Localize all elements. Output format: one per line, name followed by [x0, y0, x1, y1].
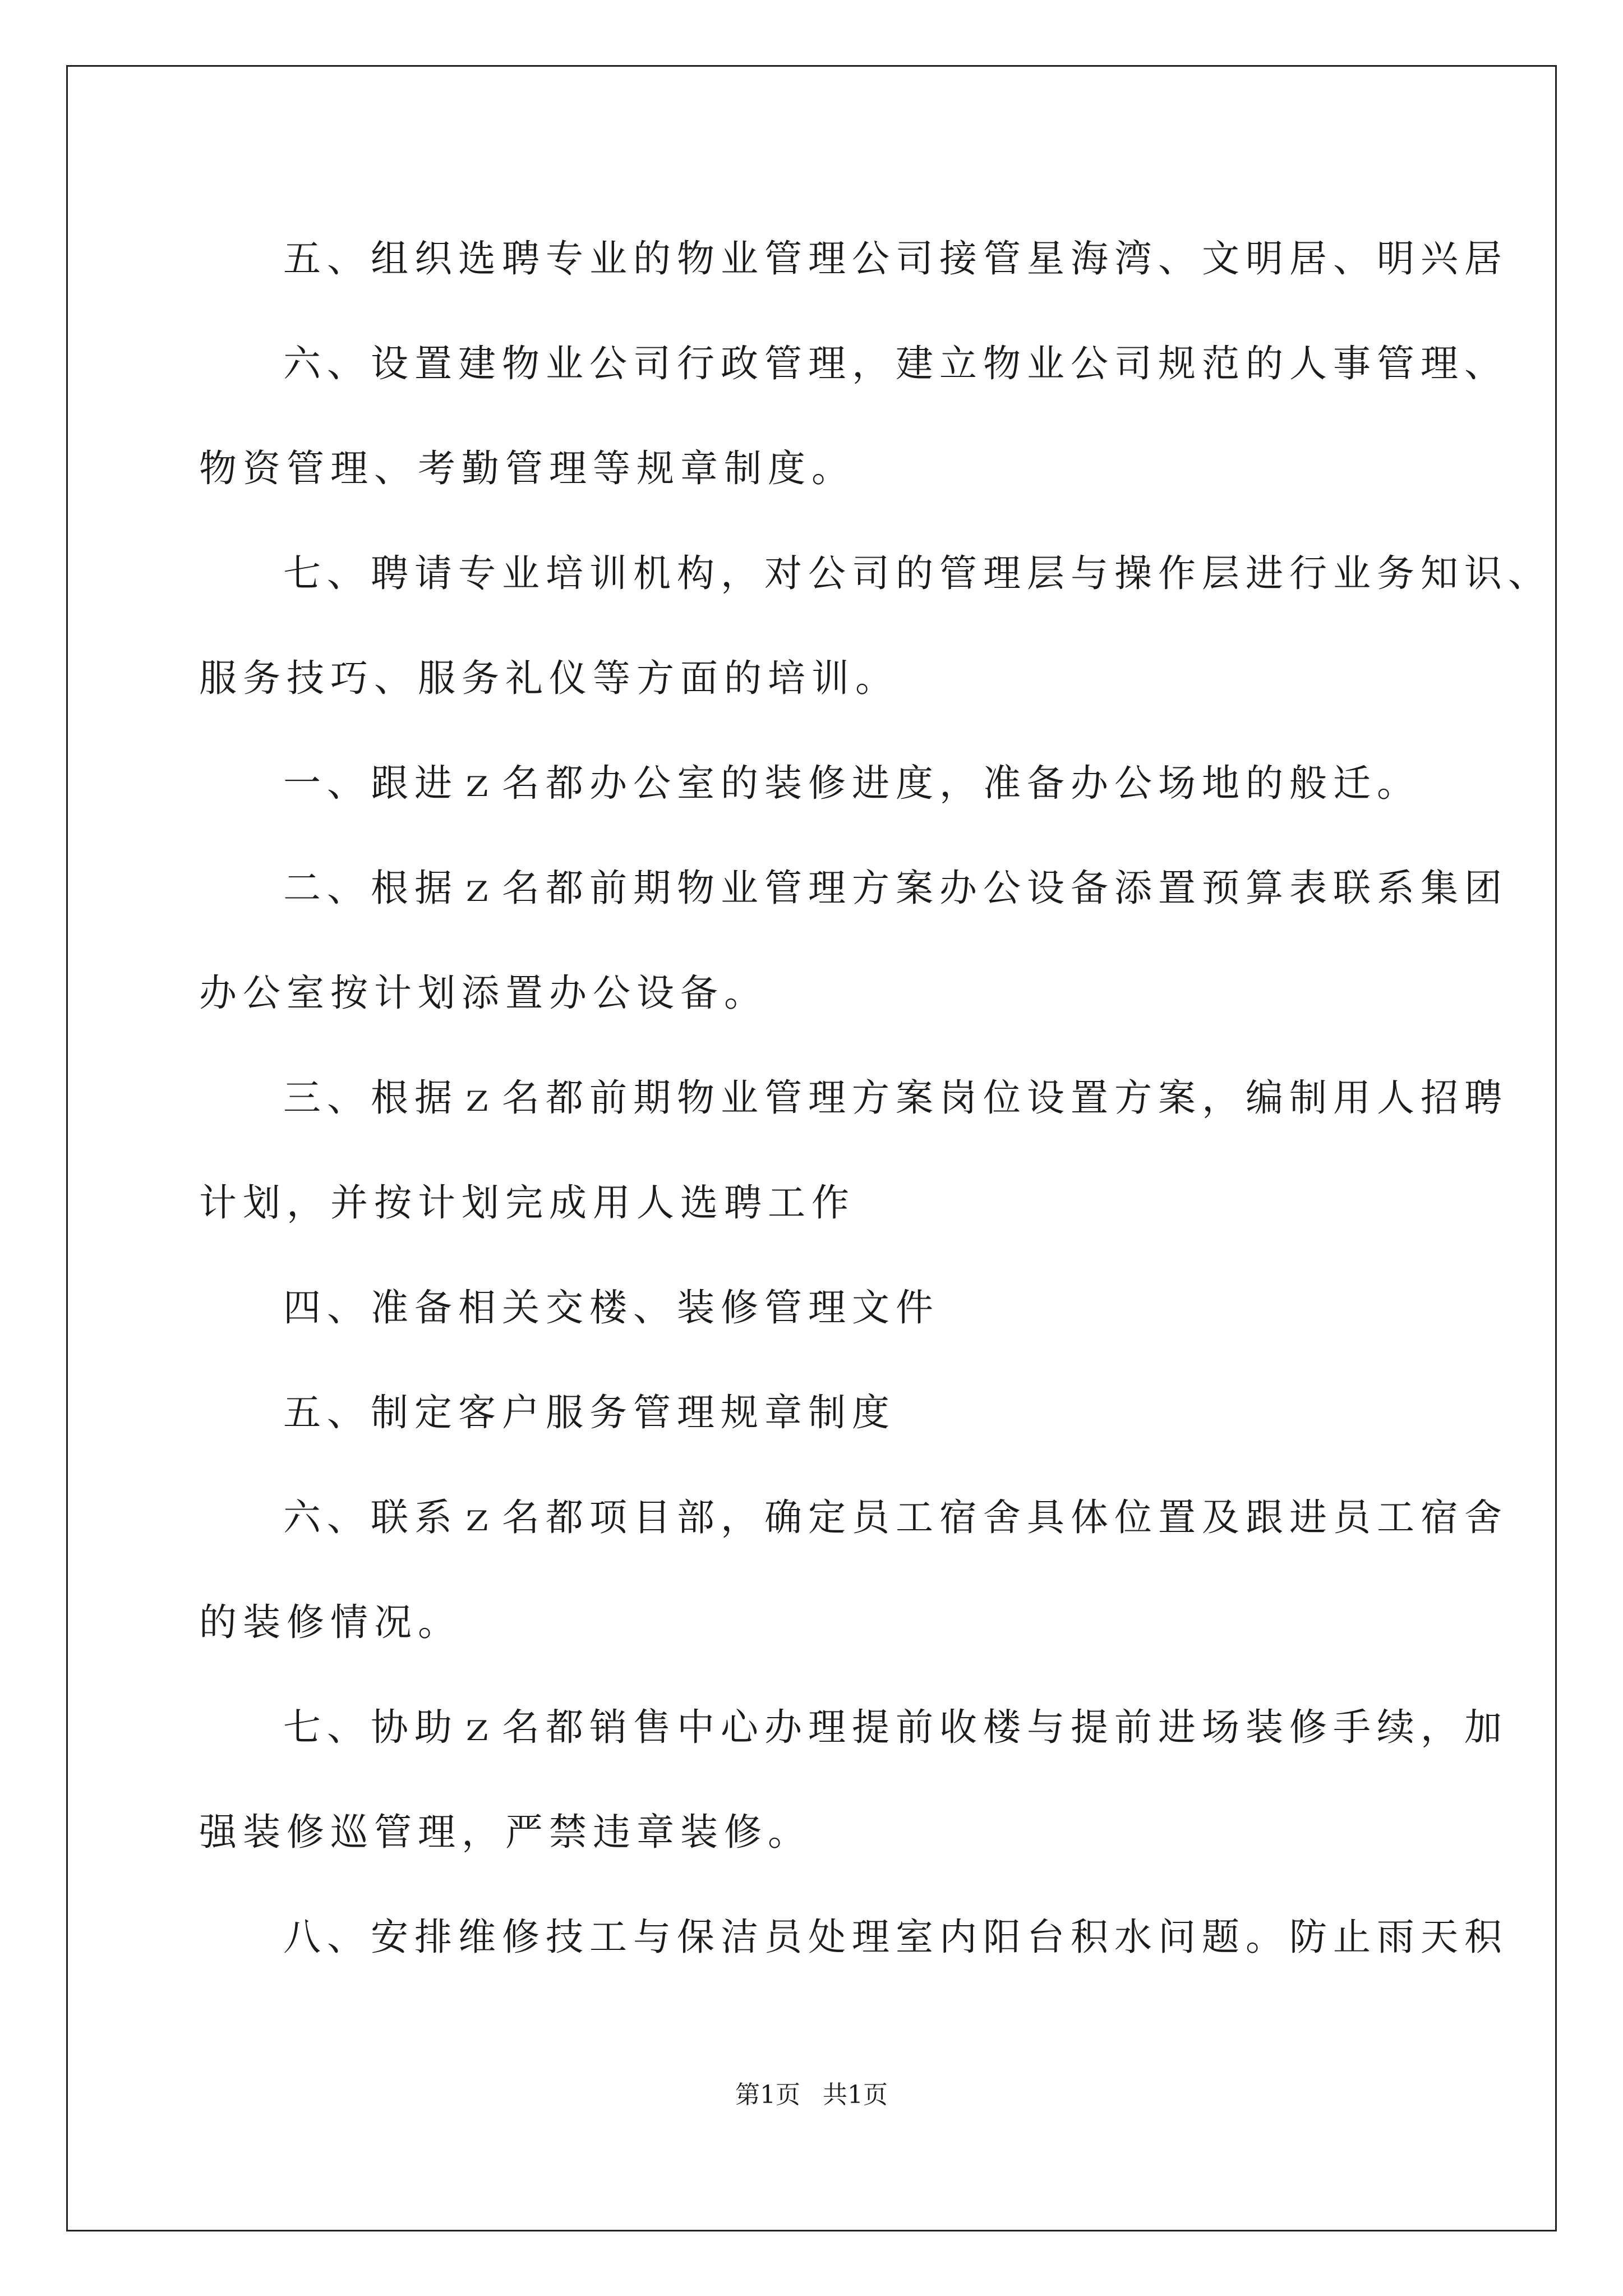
page-total: 共1页 [823, 2081, 888, 2109]
document-body [199, 206, 1552, 1990]
page-footer [0, 2074, 1623, 2110]
text-line: 四、准备相关交楼、装修管理文件 [283, 1286, 939, 1329]
text-line: 七、协助ｚ名都销售中心办理提前收楼与提前进场装修手续，加 [283, 1705, 1508, 1749]
text-line: 计划，并按计划完成用人选聘工作 [199, 1181, 855, 1225]
text-line: 一、跟进ｚ名都办公室的装修进度，准备办公场地的般迁。 [283, 761, 1421, 805]
text-line: 二、根据ｚ名都前期物业管理方案办公设备添置预算表联系集团 [283, 866, 1508, 910]
text-line: 强装修巡管理，严禁违章装修。 [199, 1810, 811, 1854]
page-number: 第1页 [735, 2081, 800, 2109]
text-line: 办公室按计划添置办公设备。 [199, 971, 768, 1015]
text-line: 物资管理、考勤管理等规章制度。 [199, 447, 855, 490]
text-line: 五、制定客户服务管理规章制度 [283, 1391, 896, 1434]
text-line: 服务技巧、服务礼仪等方面的培训。 [199, 656, 899, 700]
text-line: 三、根据ｚ名都前期物业管理方案岗位设置方案，编制用人招聘 [283, 1076, 1508, 1120]
text-line: 六、设置建物业公司行政管理，建立物业公司规范的人事管理、 [283, 342, 1508, 385]
text-line: 五、组织选聘专业的物业管理公司接管星海湾、文明居、明兴居 [283, 237, 1508, 280]
text-line: 六、联系ｚ名都项目部，确定员工宿舍具体位置及跟进员工宿舍 [283, 1496, 1508, 1539]
text-line: 的装修情况。 [199, 1600, 462, 1644]
text-line: 七、聘请专业培训机构，对公司的管理层与操作层进行业务知识、 [283, 551, 1552, 595]
text-line: 八、安排维修技工与保洁员处理室内阳台积水问题。防止雨天积 [283, 1915, 1508, 1959]
